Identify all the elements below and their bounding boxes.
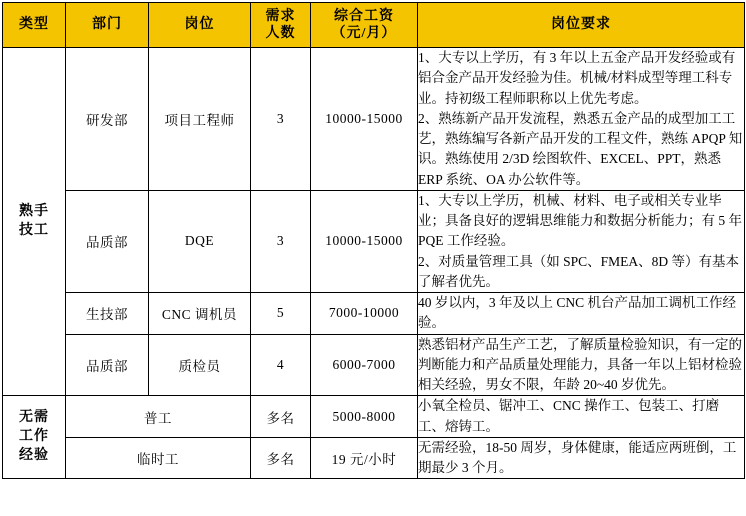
table-header [3,3,745,48]
requirement-paragraph: 40 岁以内，3 年及以上 CNC 机台产品加工调机工作经验。 [418,295,737,331]
position-cell-merged: 临时工 [66,437,251,479]
requirements-cell [418,334,745,396]
salary-cell: 10000-15000 [311,48,418,191]
requirement-paragraph: 1、大专以上学历，有 3 年以上五金产品开发经验或有铝合金产品开发经验为佳。机械/材料成型等理工科专业。持初级工程师职称以上优先考虑。 [418,50,736,106]
position-cell: DQE [149,190,251,292]
requirement-paragraph: 1、大专以上学历，机械、材料、电子或相关专业毕业；具备良好的逻辑思维能力和数据分析能力；有 5 年 PQE 工作经验。 [418,192,742,249]
table-row [3,437,745,479]
salary-cell: 5000-8000 [311,396,418,438]
table-row [3,334,745,396]
header-row [3,3,745,48]
department-cell: 品质部 [66,190,149,292]
header-category: 类型 [3,3,66,48]
requirements-cell [418,293,745,335]
salary-cell: 19 元/小时 [311,437,418,479]
requirement-paragraph: 小氧全检员、锯冲工、CNC 操作工、包装工、打磨工、熔铸工。 [418,398,720,434]
headcount-cell: 3 [251,190,311,292]
department-cell: 研发部 [66,48,149,191]
headcount-cell: 多名 [251,437,311,479]
table-row [3,293,745,335]
header-department: 部门 [66,3,149,48]
category-line2: 技工 [19,222,49,238]
requirements-cell [418,396,745,438]
category-cell-skilled [3,48,66,396]
header-salary-line1: 综合工资 [334,8,394,24]
requirements-cell [418,48,745,191]
position-cell: 质检员 [149,334,251,396]
category-cell-no-experience [3,396,66,479]
salary-cell: 7000-10000 [311,293,418,335]
position-cell: CNC 调机员 [149,293,251,335]
department-cell: 生技部 [66,293,149,335]
requirement-paragraph: 2、对质量管理工具（如 SPC、FMEA、8D 等）有基本了解者优先。 [418,253,740,289]
category-line3: 经验 [19,447,49,463]
table-row [3,190,745,292]
category-line2: 工作 [19,428,49,444]
requirements-cell [418,437,745,479]
headcount-cell: 多名 [251,396,311,438]
header-position: 岗位 [149,3,251,48]
table-row [3,48,745,191]
department-cell: 品质部 [66,334,149,396]
category-line1: 无需 [19,409,49,425]
position-cell: 项目工程师 [149,48,251,191]
requirements-cell [418,190,745,292]
position-cell-merged: 普工 [66,396,251,438]
headcount-cell: 3 [251,48,311,191]
requirement-paragraph: 2、熟练新产品开发流程，熟悉五金产品的成型加工工艺，熟练编写各新产品开发的工程文件，熟练 APQP 知识。熟练使用 2/3D 绘图软件、EXCEL、PPT，熟悉 ERP 系统、OA 办公软件等。 [418,110,743,187]
table-row [3,396,745,438]
header-salary [311,3,418,48]
salary-cell: 6000-7000 [311,334,418,396]
job-requirements-table [2,2,745,479]
header-headcount [251,3,311,48]
header-requirements: 岗位要求 [418,3,745,48]
salary-cell: 10000-15000 [311,190,418,292]
requirement-paragraph: 熟悉铝材产品生产工艺，了解质量检验知识，有一定的判断能力和产品质量处理能力，具备一年以上铝材检验相关经验，男女不限，年龄 20~40 岁优先。 [418,336,742,392]
category-line1: 熟手 [19,203,49,219]
requirement-paragraph: 无需经验，18-50 周岁，身体健康，能适应两班倒，工期最少 3 个月。 [418,439,737,475]
headcount-cell: 5 [251,293,311,335]
header-salary-line2: （元/月） [331,26,397,41]
header-headcount-line2: 人数 [265,26,296,41]
header-headcount-line1: 需求 [265,8,296,24]
job-listing-sheet [0,2,746,516]
table-body [3,48,745,479]
headcount-cell: 4 [251,334,311,396]
